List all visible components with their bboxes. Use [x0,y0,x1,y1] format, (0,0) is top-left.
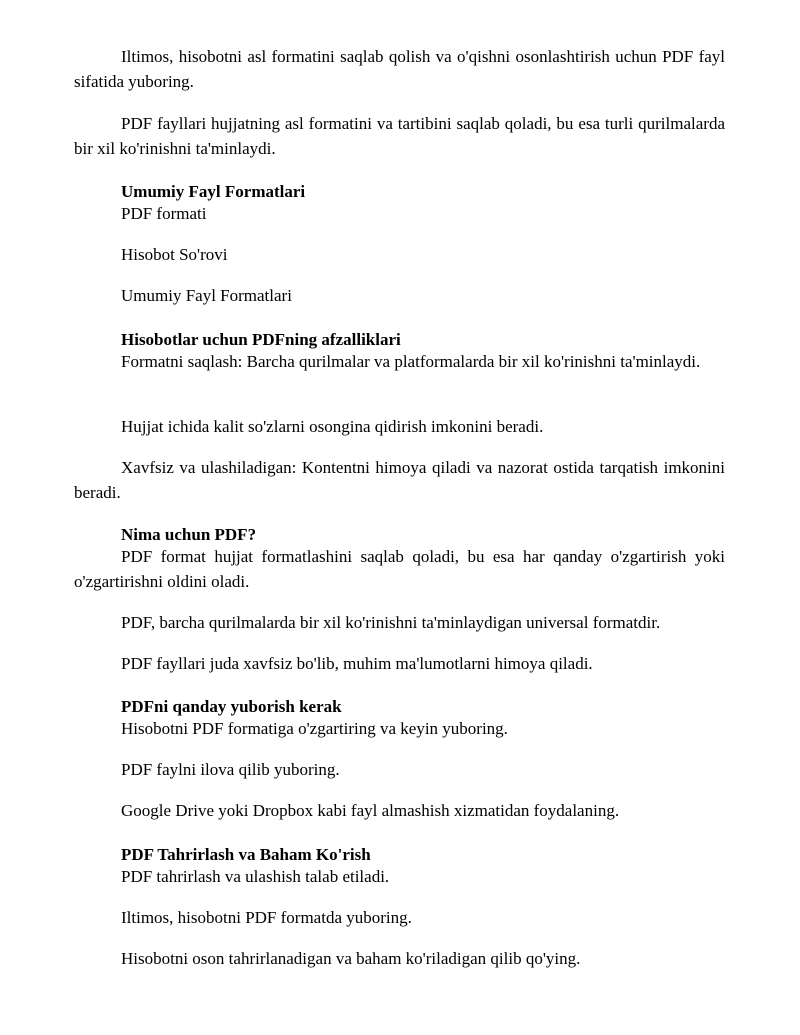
paragraph-item: Formatni saqlash: Barcha qurilmalar va platformalarda bir xil ko'rinishni ta'minlaydi. [121,352,701,371]
section-heading-pdf-advantages: Hisobotlar uchun PDFning afzalliklari [121,330,401,349]
list-item: Hisobotni oson tahrirlanadigan va baham ko'riladigan qilib qo'ying. [121,949,581,968]
section-heading-how-to-send: PDFni qanday yuborish kerak [121,697,342,716]
list-item: Umumiy Fayl Formatlari [121,286,292,305]
intro-paragraph-1: Iltimos, hisobotni asl formatini saqlab qolish va o'qishni osonlashtirish uchun PDF fayl sifatida yuboring. [74,47,725,91]
list-item: Iltimos, hisobotni PDF formatda yuboring. [121,908,412,927]
paragraph-item: Xavfsiz va ulashiladigan: Kontentni himoya qiladi va nazorat ostida tarqatish imkonini beradi. [74,458,725,502]
intro-paragraph-2: PDF fayllari hujjatning asl formatini va tartibini saqlab qoladi, bu esa turli qurilmalarda bir xil ko'rinishni ta'minlaydi. [74,114,725,158]
paragraph-item: PDF format hujjat formatlashini saqlab qoladi, bu esa har qanday o'zgartirish yoki o'zgartirishni oldini oladi. [74,547,725,591]
list-item: PDF, barcha qurilmalarda bir xil ko'rinishni ta'minlaydigan universal formatdir. [121,613,661,632]
list-item: PDF fayllari juda xavfsiz bo'lib, muhim ma'lumotlarni himoya qiladi. [121,654,593,673]
list-item: Google Drive yoki Dropbox kabi fayl almashish xizmatidan foydalaning. [121,801,620,820]
list-item: Hisobotni PDF formatiga o'zgartiring va keyin yuboring. [121,719,508,738]
list-item: Hujjat ichida kalit so'zlarni osongina qidirish imkonini beradi. [121,417,544,436]
list-item: PDF faylni ilova qilib yuboring. [121,760,340,779]
list-item: Hisobot So'rovi [121,245,228,264]
list-item: PDF formati [121,204,207,223]
section-heading-edit-share: PDF Tahrirlash va Baham Ko'rish [121,845,371,864]
list-item: PDF tahrirlash va ulashish talab etiladi. [121,867,390,886]
section-heading-file-formats: Umumiy Fayl Formatlari [121,182,306,201]
section-heading-why-pdf: Nima uchun PDF? [121,525,257,544]
